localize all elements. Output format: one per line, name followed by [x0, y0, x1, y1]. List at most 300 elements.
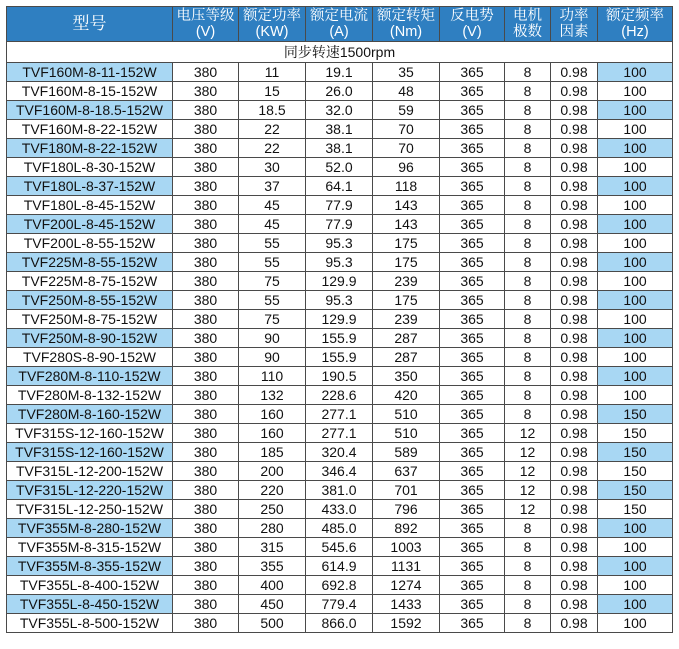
model-cell: TVF160M-8-18.5-152W: [7, 101, 173, 120]
power-cell: 18.5: [239, 101, 306, 120]
header-voltage: [173, 7, 239, 42]
current-cell: 779.4: [306, 595, 373, 614]
header-back-emf: [440, 7, 505, 42]
current-cell: 95.3: [306, 291, 373, 310]
poles-cell: 8: [505, 310, 551, 329]
power-cell: 220: [239, 481, 306, 500]
torque-cell: 143: [373, 215, 440, 234]
model-cell: TVF355M-8-315-152W: [7, 538, 173, 557]
table-row: [7, 310, 673, 329]
back-emf-cell: 365: [440, 557, 505, 576]
section-row: [7, 42, 673, 63]
torque-cell: 420: [373, 386, 440, 405]
frequency-cell: 100: [598, 272, 673, 291]
voltage-cell: 380: [173, 63, 239, 82]
table-row: [7, 291, 673, 310]
current-cell: 381.0: [306, 481, 373, 500]
table-row: [7, 424, 673, 443]
back-emf-cell: 365: [440, 63, 505, 82]
header-voltage-label: 电压等级: [176, 8, 235, 24]
model-cell: TVF315S-12-160-152W: [7, 424, 173, 443]
back-emf-cell: 365: [440, 158, 505, 177]
model-cell: TVF280M-8-110-152W: [7, 367, 173, 386]
model-cell: TVF280M-8-132-152W: [7, 386, 173, 405]
back-emf-cell: 365: [440, 348, 505, 367]
table-row: [7, 215, 673, 234]
table-row: [7, 63, 673, 82]
poles-cell: 8: [505, 120, 551, 139]
power-cell: 110: [239, 367, 306, 386]
voltage-cell: 380: [173, 158, 239, 177]
back-emf-cell: 365: [440, 310, 505, 329]
frequency-cell: 100: [598, 576, 673, 595]
poles-cell: 8: [505, 291, 551, 310]
torque-cell: 96: [373, 158, 440, 177]
motor-spec-table: [6, 6, 673, 633]
power-cell: 500: [239, 614, 306, 633]
frequency-cell: 100: [598, 63, 673, 82]
power-cell: 185: [239, 443, 306, 462]
model-cell: TVF280M-8-160-152W: [7, 405, 173, 424]
voltage-cell: 380: [173, 272, 239, 291]
power-factor-cell: 0.98: [551, 538, 598, 557]
voltage-cell: 380: [173, 614, 239, 633]
torque-cell: 892: [373, 519, 440, 538]
poles-cell: 12: [505, 462, 551, 481]
header-power-factor: [551, 7, 598, 42]
back-emf-cell: 365: [440, 329, 505, 348]
poles-cell: 8: [505, 272, 551, 291]
power-cell: 45: [239, 196, 306, 215]
voltage-cell: 380: [173, 234, 239, 253]
model-cell: TVF225M-8-55-152W: [7, 253, 173, 272]
power-cell: 55: [239, 234, 306, 253]
torque-cell: 175: [373, 253, 440, 272]
model-cell: TVF355L-8-500-152W: [7, 614, 173, 633]
header-poles-label-2: 极数: [513, 24, 542, 40]
torque-cell: 239: [373, 272, 440, 291]
power-cell: 132: [239, 386, 306, 405]
poles-cell: 8: [505, 576, 551, 595]
frequency-cell: 100: [598, 595, 673, 614]
table-row: [7, 462, 673, 481]
current-cell: 26.0: [306, 82, 373, 101]
power-cell: 160: [239, 405, 306, 424]
current-cell: 19.1: [306, 63, 373, 82]
voltage-cell: 380: [173, 82, 239, 101]
power-factor-cell: 0.98: [551, 462, 598, 481]
back-emf-cell: 365: [440, 462, 505, 481]
power-cell: 22: [239, 120, 306, 139]
frequency-cell: 100: [598, 557, 673, 576]
header-power-label: 额定功率: [243, 8, 301, 24]
table-header: [7, 7, 673, 42]
power-factor-cell: 0.98: [551, 291, 598, 310]
model-cell: TVF315S-12-160-152W: [7, 443, 173, 462]
back-emf-cell: 365: [440, 519, 505, 538]
current-cell: 277.1: [306, 405, 373, 424]
power-cell: 55: [239, 291, 306, 310]
poles-cell: 8: [505, 82, 551, 101]
power-cell: 55: [239, 253, 306, 272]
power-factor-cell: 0.98: [551, 234, 598, 253]
power-factor-cell: 0.98: [551, 576, 598, 595]
current-cell: 228.6: [306, 386, 373, 405]
voltage-cell: 380: [173, 101, 239, 120]
power-cell: 11: [239, 63, 306, 82]
power-cell: 90: [239, 329, 306, 348]
poles-cell: 8: [505, 614, 551, 633]
torque-cell: 118: [373, 177, 440, 196]
back-emf-cell: 365: [440, 234, 505, 253]
back-emf-cell: 365: [440, 538, 505, 557]
power-factor-cell: 0.98: [551, 82, 598, 101]
frequency-cell: 150: [598, 443, 673, 462]
back-emf-cell: 365: [440, 424, 505, 443]
section-title: 同步转速1500rpm: [7, 42, 673, 63]
model-cell: TVF315L-12-200-152W: [7, 462, 173, 481]
voltage-cell: 380: [173, 424, 239, 443]
current-cell: 95.3: [306, 234, 373, 253]
header-poles: [505, 7, 551, 42]
poles-cell: 8: [505, 405, 551, 424]
table-row: [7, 120, 673, 139]
power-cell: 450: [239, 595, 306, 614]
table-row: [7, 348, 673, 367]
current-cell: 155.9: [306, 329, 373, 348]
voltage-cell: 380: [173, 120, 239, 139]
power-factor-cell: 0.98: [551, 272, 598, 291]
current-cell: 32.0: [306, 101, 373, 120]
poles-cell: 12: [505, 500, 551, 519]
torque-cell: 637: [373, 462, 440, 481]
torque-cell: 287: [373, 329, 440, 348]
model-cell: TVF200L-8-45-152W: [7, 215, 173, 234]
power-factor-cell: 0.98: [551, 329, 598, 348]
voltage-cell: 380: [173, 595, 239, 614]
power-cell: 280: [239, 519, 306, 538]
back-emf-cell: 365: [440, 405, 505, 424]
header-current: [306, 7, 373, 42]
power-factor-cell: 0.98: [551, 500, 598, 519]
table-row: [7, 196, 673, 215]
model-cell: TVF160M-8-22-152W: [7, 120, 173, 139]
poles-cell: 8: [505, 253, 551, 272]
back-emf-cell: 365: [440, 272, 505, 291]
voltage-cell: 380: [173, 462, 239, 481]
frequency-cell: 100: [598, 291, 673, 310]
back-emf-cell: 365: [440, 177, 505, 196]
model-cell: TVF160M-8-15-152W: [7, 82, 173, 101]
power-cell: 315: [239, 538, 306, 557]
poles-cell: 8: [505, 595, 551, 614]
torque-cell: 1274: [373, 576, 440, 595]
power-factor-cell: 0.98: [551, 215, 598, 234]
current-cell: 77.9: [306, 196, 373, 215]
frequency-cell: 100: [598, 101, 673, 120]
power-cell: 75: [239, 310, 306, 329]
back-emf-cell: 365: [440, 367, 505, 386]
table-row: [7, 329, 673, 348]
power-factor-cell: 0.98: [551, 139, 598, 158]
poles-cell: 8: [505, 215, 551, 234]
header-voltage-unit: (V): [195, 24, 216, 40]
table-row: [7, 443, 673, 462]
torque-cell: 143: [373, 196, 440, 215]
power-factor-cell: 0.98: [551, 481, 598, 500]
power-factor-cell: 0.98: [551, 614, 598, 633]
model-cell: TVF250M-8-55-152W: [7, 291, 173, 310]
model-cell: TVF250M-8-90-152W: [7, 329, 173, 348]
frequency-cell: 150: [598, 462, 673, 481]
power-factor-cell: 0.98: [551, 519, 598, 538]
voltage-cell: 380: [173, 386, 239, 405]
model-cell: TVF355L-8-450-152W: [7, 595, 173, 614]
poles-cell: 8: [505, 234, 551, 253]
voltage-cell: 380: [173, 329, 239, 348]
back-emf-cell: 365: [440, 120, 505, 139]
model-cell: TVF180L-8-37-152W: [7, 177, 173, 196]
frequency-cell: 100: [598, 310, 673, 329]
power-cell: 22: [239, 139, 306, 158]
torque-cell: 796: [373, 500, 440, 519]
current-cell: 190.5: [306, 367, 373, 386]
power-factor-cell: 0.98: [551, 196, 598, 215]
voltage-cell: 380: [173, 538, 239, 557]
power-factor-cell: 0.98: [551, 63, 598, 82]
voltage-cell: 380: [173, 500, 239, 519]
poles-cell: 8: [505, 101, 551, 120]
torque-cell: 239: [373, 310, 440, 329]
current-cell: 277.1: [306, 424, 373, 443]
current-cell: 38.1: [306, 120, 373, 139]
voltage-cell: 380: [173, 348, 239, 367]
power-cell: 45: [239, 215, 306, 234]
voltage-cell: 380: [173, 405, 239, 424]
frequency-cell: 100: [598, 177, 673, 196]
header-frequency: [598, 7, 673, 42]
current-cell: 38.1: [306, 139, 373, 158]
frequency-cell: 150: [598, 500, 673, 519]
current-cell: 614.9: [306, 557, 373, 576]
frequency-cell: 100: [598, 367, 673, 386]
torque-cell: 70: [373, 120, 440, 139]
power-factor-cell: 0.98: [551, 120, 598, 139]
power-factor-cell: 0.98: [551, 310, 598, 329]
power-cell: 355: [239, 557, 306, 576]
voltage-cell: 380: [173, 557, 239, 576]
frequency-cell: 150: [598, 405, 673, 424]
table-row: [7, 82, 673, 101]
table-row: [7, 481, 673, 500]
model-cell: TVF250M-8-75-152W: [7, 310, 173, 329]
table-row: [7, 595, 673, 614]
current-cell: 866.0: [306, 614, 373, 633]
table-row: [7, 234, 673, 253]
power-factor-cell: 0.98: [551, 443, 598, 462]
current-cell: 485.0: [306, 519, 373, 538]
torque-cell: 1592: [373, 614, 440, 633]
current-cell: 77.9: [306, 215, 373, 234]
poles-cell: 8: [505, 348, 551, 367]
voltage-cell: 380: [173, 215, 239, 234]
power-factor-cell: 0.98: [551, 367, 598, 386]
header-torque-unit: (Nm): [389, 24, 423, 40]
table-row: [7, 386, 673, 405]
back-emf-cell: 365: [440, 82, 505, 101]
voltage-cell: 380: [173, 367, 239, 386]
back-emf-cell: 365: [440, 481, 505, 500]
table-row: [7, 405, 673, 424]
voltage-cell: 380: [173, 519, 239, 538]
torque-cell: 589: [373, 443, 440, 462]
voltage-cell: 380: [173, 291, 239, 310]
table-row: [7, 500, 673, 519]
poles-cell: 8: [505, 367, 551, 386]
table-row: [7, 367, 673, 386]
poles-cell: 8: [505, 386, 551, 405]
header-model: [7, 7, 173, 42]
model-cell: TVF355M-8-280-152W: [7, 519, 173, 538]
model-cell: TVF315L-12-250-152W: [7, 500, 173, 519]
header-back-emf-label: 反电势: [450, 8, 494, 24]
voltage-cell: 380: [173, 196, 239, 215]
voltage-cell: 380: [173, 177, 239, 196]
power-factor-cell: 0.98: [551, 424, 598, 443]
voltage-cell: 380: [173, 253, 239, 272]
torque-cell: 510: [373, 424, 440, 443]
torque-cell: 175: [373, 234, 440, 253]
table-body: [7, 42, 673, 633]
torque-cell: 70: [373, 139, 440, 158]
power-cell: 160: [239, 424, 306, 443]
table-row: [7, 139, 673, 158]
voltage-cell: 380: [173, 310, 239, 329]
power-factor-cell: 0.98: [551, 348, 598, 367]
table-row: [7, 614, 673, 633]
table-row: [7, 158, 673, 177]
poles-cell: 12: [505, 424, 551, 443]
power-cell: 200: [239, 462, 306, 481]
power-cell: 90: [239, 348, 306, 367]
back-emf-cell: 365: [440, 443, 505, 462]
header-row: [7, 7, 673, 42]
power-factor-cell: 0.98: [551, 386, 598, 405]
header-current-label: 额定电流: [310, 8, 368, 24]
table-row: [7, 538, 673, 557]
model-cell: TVF200L-8-55-152W: [7, 234, 173, 253]
frequency-cell: 100: [598, 614, 673, 633]
poles-cell: 12: [505, 443, 551, 462]
torque-cell: 48: [373, 82, 440, 101]
frequency-cell: 100: [598, 329, 673, 348]
current-cell: 692.8: [306, 576, 373, 595]
table-row: [7, 177, 673, 196]
back-emf-cell: 365: [440, 386, 505, 405]
poles-cell: 8: [505, 519, 551, 538]
poles-cell: 8: [505, 538, 551, 557]
table-row: [7, 253, 673, 272]
poles-cell: 8: [505, 177, 551, 196]
back-emf-cell: 365: [440, 576, 505, 595]
current-cell: 155.9: [306, 348, 373, 367]
poles-cell: 8: [505, 329, 551, 348]
torque-cell: 287: [373, 348, 440, 367]
current-cell: 64.1: [306, 177, 373, 196]
power-cell: 400: [239, 576, 306, 595]
header-torque-label: 额定转矩: [377, 8, 435, 24]
power-factor-cell: 0.98: [551, 158, 598, 177]
current-cell: 129.9: [306, 272, 373, 291]
current-cell: 95.3: [306, 253, 373, 272]
current-cell: 52.0: [306, 158, 373, 177]
table-row: [7, 557, 673, 576]
table-row: [7, 101, 673, 120]
frequency-cell: 100: [598, 348, 673, 367]
frequency-cell: 100: [598, 519, 673, 538]
frequency-cell: 100: [598, 253, 673, 272]
model-cell: TVF180L-8-30-152W: [7, 158, 173, 177]
torque-cell: 1003: [373, 538, 440, 557]
voltage-cell: 380: [173, 481, 239, 500]
frequency-cell: 150: [598, 424, 673, 443]
frequency-cell: 100: [598, 120, 673, 139]
model-cell: TVF160M-8-11-152W: [7, 63, 173, 82]
header-back-emf-unit: (V): [462, 24, 482, 40]
back-emf-cell: 365: [440, 253, 505, 272]
back-emf-cell: 365: [440, 595, 505, 614]
power-factor-cell: 0.98: [551, 595, 598, 614]
model-cell: TVF355L-8-400-152W: [7, 576, 173, 595]
power-factor-cell: 0.98: [551, 557, 598, 576]
torque-cell: 1433: [373, 595, 440, 614]
header-current-unit: (A): [329, 24, 349, 40]
frequency-cell: 100: [598, 234, 673, 253]
power-cell: 15: [239, 82, 306, 101]
header-power-factor-label-2: 因素: [559, 24, 589, 40]
current-cell: 346.4: [306, 462, 373, 481]
power-factor-cell: 0.98: [551, 101, 598, 120]
power-cell: 250: [239, 500, 306, 519]
model-cell: TVF180M-8-22-152W: [7, 139, 173, 158]
table-row: [7, 272, 673, 291]
frequency-cell: 150: [598, 481, 673, 500]
power-factor-cell: 0.98: [551, 177, 598, 196]
back-emf-cell: 365: [440, 500, 505, 519]
poles-cell: 8: [505, 557, 551, 576]
current-cell: 433.0: [306, 500, 373, 519]
power-factor-cell: 0.98: [551, 405, 598, 424]
model-cell: TVF225M-8-75-152W: [7, 272, 173, 291]
power-factor-cell: 0.98: [551, 253, 598, 272]
model-cell: TVF355M-8-355-152W: [7, 557, 173, 576]
header-frequency-unit: (Hz): [621, 24, 649, 40]
frequency-cell: 100: [598, 139, 673, 158]
current-cell: 129.9: [306, 310, 373, 329]
poles-cell: 8: [505, 158, 551, 177]
header-torque: [373, 7, 440, 42]
frequency-cell: 100: [598, 196, 673, 215]
header-power: [239, 7, 306, 42]
poles-cell: 8: [505, 196, 551, 215]
frequency-cell: 100: [598, 215, 673, 234]
back-emf-cell: 365: [440, 291, 505, 310]
frequency-cell: 100: [598, 538, 673, 557]
power-cell: 37: [239, 177, 306, 196]
poles-cell: 8: [505, 63, 551, 82]
spec-table-container: [6, 6, 673, 633]
frequency-cell: 100: [598, 158, 673, 177]
